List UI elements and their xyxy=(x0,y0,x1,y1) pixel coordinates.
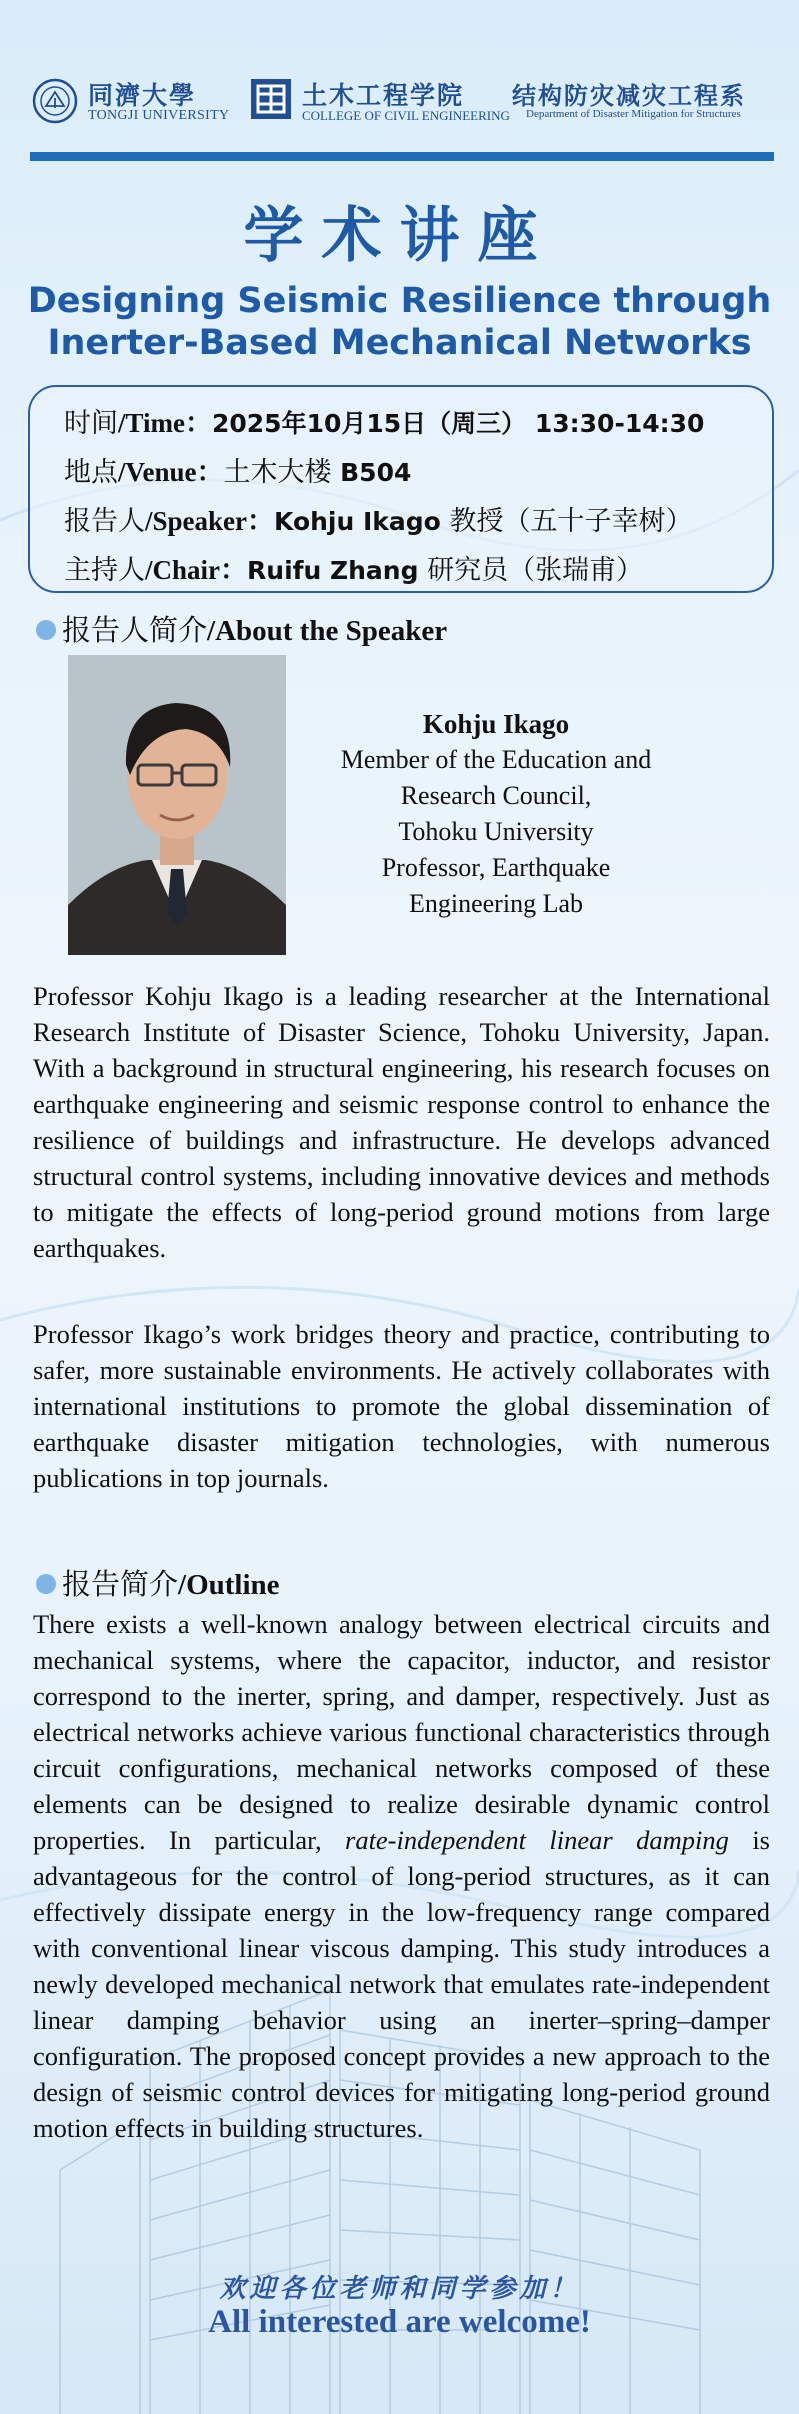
time-label-cn: 时间 xyxy=(64,408,118,439)
speaker-bio-paragraph-1: Professor Kohju Ikago is a leading researcher at the International Research Institute of Disaster Science, Tohoku University, Japan. With a background in structural engineering, his research focuses on earthquake engineering and seismic response control to enhance the resilience of buildings and infrastructure. He develops advanced structural control systems, including innovative devices and methods to mitigate the effects of long-period ground motions from large earthquakes. xyxy=(33,981,770,1263)
venue-value-cn: 土木大楼 xyxy=(223,457,341,488)
venue-label-en: /Venue： xyxy=(118,457,224,487)
tongji-name-en: TONGJI UNIVERSITY xyxy=(88,108,230,123)
talk-title xyxy=(0,280,799,364)
speaker-card-line-2: Research Council, xyxy=(400,781,592,810)
college-name-cn: 土木工程学院 xyxy=(302,81,465,110)
college-logo xyxy=(250,72,510,132)
welcome-message-en: All interested are welcome! xyxy=(208,2304,591,2340)
college-emblem-icon xyxy=(250,78,292,120)
speaker-card-line-1: Member of the Education and xyxy=(340,745,652,774)
welcome-message-cn: 欢迎各位老师和同学参加！ xyxy=(219,2274,580,2304)
header-divider xyxy=(30,152,774,161)
about-heading-en: /About the Speaker xyxy=(207,615,448,647)
about-speaker-heading xyxy=(36,608,447,649)
speaker-card-name: Kohju Ikago xyxy=(422,709,570,739)
venue-value-en: B504 xyxy=(340,458,412,487)
speaker-card-line-5: Engineering Lab xyxy=(409,889,583,918)
college-name-en: COLLEGE OF CIVIL ENGINEERING xyxy=(302,108,510,123)
header-logos xyxy=(32,72,772,132)
outline-text-part-2: is advantageous for the control of long-period structures, as it can effectively dissipate energy in the low-frequency range compared with conventional linear viscous damping. This study introduces a newly developed mechanical network that emulates rate-independent linear damping behavior using an inerter–spring–damper configuration. The proposed concept provides a new approach to the design of seismic control devices for mitigating long-period ground motion effects in building structures. xyxy=(33,1825,770,2143)
info-chair xyxy=(64,548,643,587)
speaker-label-cn: 报告人 xyxy=(64,506,145,537)
speaker-card-line-4: Professor, Earthquake xyxy=(381,853,611,882)
chair-name-en: Ruifu Zhang xyxy=(247,556,419,585)
lecture-title: 学术讲座 xyxy=(243,201,556,271)
info-speaker xyxy=(64,499,692,538)
outline-heading-cn: 报告简介 xyxy=(62,1567,179,1601)
time-value: 2025年10月15日（周三） 13:30-14:30 xyxy=(212,409,705,438)
speaker-bio-paragraph-2: Professor Ikago’s work bridges theory and practice, contributing to safer, more sustainable environments. He actively collaborates with international institutions to promote the global dissemination of earthquake disaster mitigation technologies, with numerous publications in top journals. xyxy=(33,1319,770,1493)
department-name-en: Department of Disaster Mitigation for Structures xyxy=(526,108,741,120)
tongji-logo xyxy=(32,72,232,132)
tongji-seal-icon xyxy=(32,78,78,124)
speaker-portrait-icon xyxy=(68,655,286,955)
talk-title-line-2: Inerter-Based Mechanical Networks xyxy=(47,323,752,363)
speaker-photo xyxy=(68,655,286,955)
chair-name-cn: 研究员（张瑞甫） xyxy=(418,555,644,586)
speaker-label-en: /Speaker： xyxy=(145,506,275,536)
speaker-card xyxy=(300,706,692,922)
outline-paragraph xyxy=(33,1606,770,2146)
bullet-dot-icon xyxy=(36,1574,56,1594)
outline-text-part-1: There exists a well-known analogy between electrical circuits and mechanical systems, where the capacitor, inductor, and resistor correspond to the inerter, spring, and damper, respectively. Just as electrical networks achieve various functional characteristics through circuit configurations, mechanical networks composed of these elements can be designed to realize desirable dynamic control properties. In particular, xyxy=(33,1609,770,1855)
venue-label-cn: 地点 xyxy=(64,457,118,488)
event-info-box xyxy=(28,385,774,593)
speaker-name-cn: 教授（五十子幸树） xyxy=(440,506,693,537)
outline-heading xyxy=(36,1562,280,1603)
department-name-cn: 结构防灾减灾工程系 xyxy=(512,81,746,110)
department-logo xyxy=(512,72,772,132)
about-heading-cn: 报告人简介 xyxy=(62,613,208,647)
tongji-name-cn: 同濟大學 xyxy=(88,81,197,110)
chair-label-en: /Chair： xyxy=(145,555,248,585)
outline-heading-en: /Outline xyxy=(178,1569,280,1601)
info-time xyxy=(64,401,704,440)
time-label-en: /Time： xyxy=(118,408,212,438)
speaker-card-line-3: Tohoku University xyxy=(398,817,594,846)
info-venue xyxy=(64,450,411,489)
bullet-dot-icon xyxy=(36,620,56,640)
talk-title-line-1: Designing Seismic Resilience through xyxy=(27,281,772,321)
chair-label-cn: 主持人 xyxy=(64,555,145,586)
speaker-name-en: Kohju Ikago xyxy=(274,507,441,536)
outline-emphasis: rate-independent linear damping xyxy=(345,1825,729,1855)
